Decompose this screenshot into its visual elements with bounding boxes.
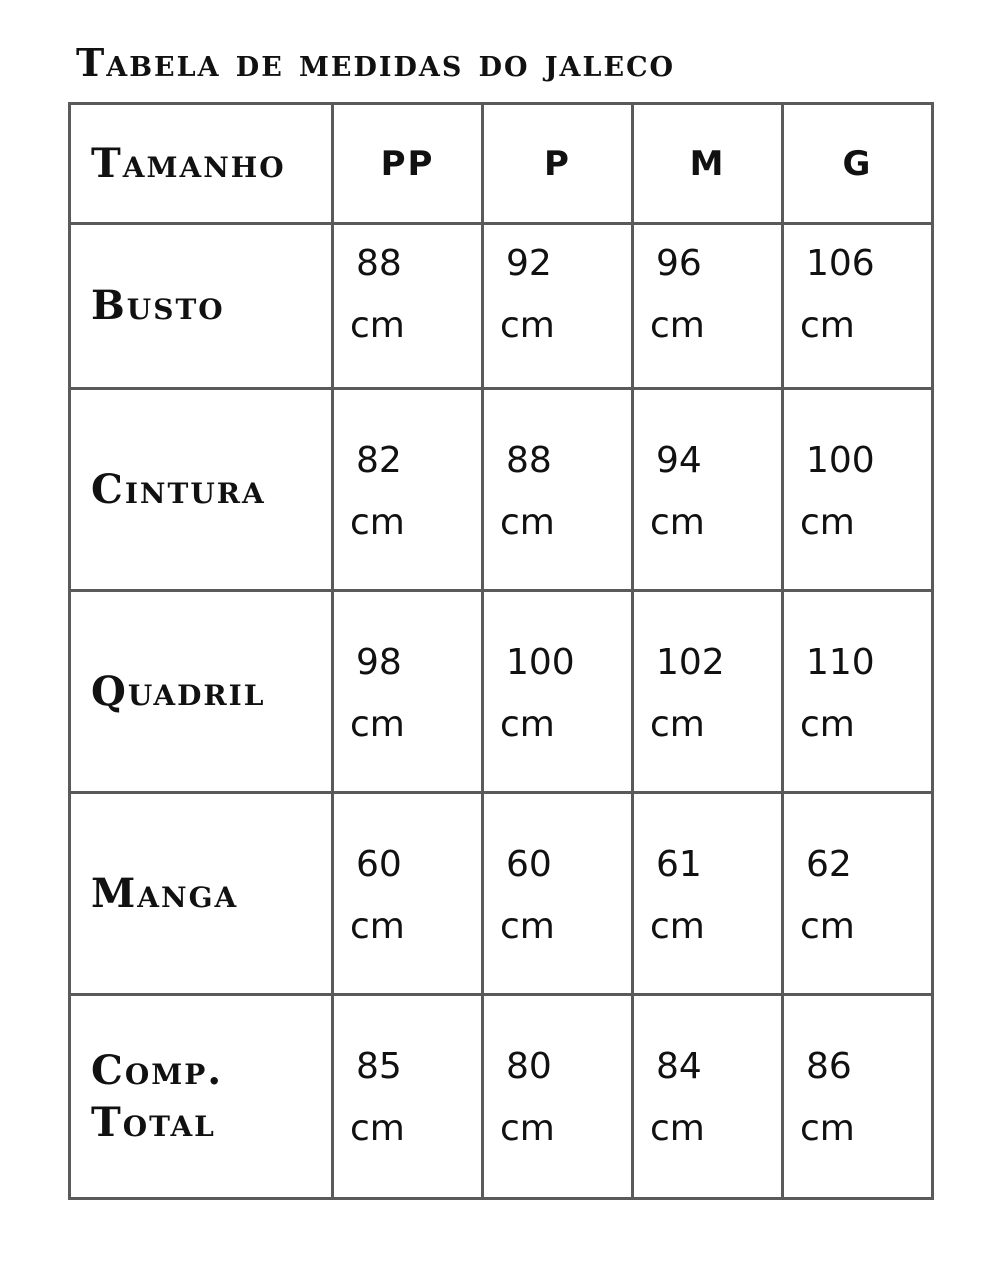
value-unit: cm xyxy=(800,305,855,346)
page-title: Tabela de medidas do jaleco xyxy=(76,40,676,85)
value-cell xyxy=(333,389,483,591)
value-unit: cm xyxy=(650,906,705,947)
row-label: Quadril xyxy=(91,667,266,715)
value-cell xyxy=(783,995,933,1199)
value-cell xyxy=(783,591,933,793)
value-number: 88 xyxy=(506,440,552,481)
value-unit: cm xyxy=(350,502,405,543)
value-cell xyxy=(633,389,783,591)
value-cell xyxy=(633,224,783,389)
table-row xyxy=(70,995,933,1199)
value-cell xyxy=(483,591,633,793)
row-label: Busto xyxy=(91,282,225,329)
value-unit: cm xyxy=(800,1108,855,1149)
table-row xyxy=(70,591,933,793)
value-cell xyxy=(783,389,933,591)
value-number: 100 xyxy=(506,642,575,683)
value-cell xyxy=(483,224,633,389)
value-cell xyxy=(333,793,483,995)
value-cell xyxy=(633,995,783,1199)
value-number: 102 xyxy=(656,642,725,683)
value-number: 82 xyxy=(356,440,402,481)
value-unit: cm xyxy=(500,305,555,346)
value-cell xyxy=(783,224,933,389)
table-row xyxy=(70,389,933,591)
value-cell xyxy=(483,995,633,1199)
value-unit: cm xyxy=(350,1108,405,1149)
value-unit: cm xyxy=(500,704,555,745)
header-label: Tamanho xyxy=(91,139,286,187)
table-header-row xyxy=(70,104,933,224)
value-number: 94 xyxy=(656,440,702,481)
size-header-p: P xyxy=(483,104,633,224)
value-unit: cm xyxy=(650,704,705,745)
table-row xyxy=(70,224,933,389)
value-cell xyxy=(633,793,783,995)
value-number: 88 xyxy=(356,243,402,284)
value-cell xyxy=(483,389,633,591)
value-unit: cm xyxy=(800,704,855,745)
table-row xyxy=(70,793,933,995)
value-unit: cm xyxy=(650,502,705,543)
size-header-m: M xyxy=(633,104,783,224)
value-number: 106 xyxy=(806,243,875,284)
value-number: 80 xyxy=(506,1046,552,1087)
header-label-cell xyxy=(70,104,333,224)
value-number: 110 xyxy=(806,642,875,683)
row-label-cell xyxy=(70,793,333,995)
value-number: 100 xyxy=(806,440,875,481)
row-label-line-2: Total xyxy=(91,1098,216,1146)
value-cell xyxy=(333,591,483,793)
value-number: 98 xyxy=(356,642,402,683)
size-header-pp: PP xyxy=(333,104,483,224)
row-label-cell xyxy=(70,224,333,389)
row-label-line-1: Comp. xyxy=(91,1046,224,1094)
value-unit: cm xyxy=(500,1108,555,1149)
value-unit: cm xyxy=(350,906,405,947)
value-cell xyxy=(333,224,483,389)
row-label-cell xyxy=(70,389,333,591)
row-label-cell xyxy=(70,995,333,1199)
row-label: Manga xyxy=(91,869,239,917)
value-unit: cm xyxy=(650,305,705,346)
value-unit: cm xyxy=(800,502,855,543)
value-cell xyxy=(783,793,933,995)
value-unit: cm xyxy=(350,305,405,346)
value-number: 61 xyxy=(656,844,702,885)
value-number: 84 xyxy=(656,1046,702,1087)
row-label-cell xyxy=(70,591,333,793)
value-number: 60 xyxy=(506,844,552,885)
value-cell xyxy=(483,793,633,995)
value-unit: cm xyxy=(800,906,855,947)
value-cell xyxy=(633,591,783,793)
value-unit: cm xyxy=(500,906,555,947)
size-table xyxy=(68,102,934,1200)
value-number: 62 xyxy=(806,844,852,885)
value-unit: cm xyxy=(500,502,555,543)
value-number: 96 xyxy=(656,243,702,284)
value-number: 85 xyxy=(356,1046,402,1087)
value-number: 86 xyxy=(806,1046,852,1087)
value-cell xyxy=(333,995,483,1199)
value-number: 60 xyxy=(356,844,402,885)
value-unit: cm xyxy=(650,1108,705,1149)
value-unit: cm xyxy=(350,704,405,745)
value-number: 92 xyxy=(506,243,552,284)
row-label: Cintura xyxy=(91,465,266,513)
size-header-g: G xyxy=(783,104,933,224)
